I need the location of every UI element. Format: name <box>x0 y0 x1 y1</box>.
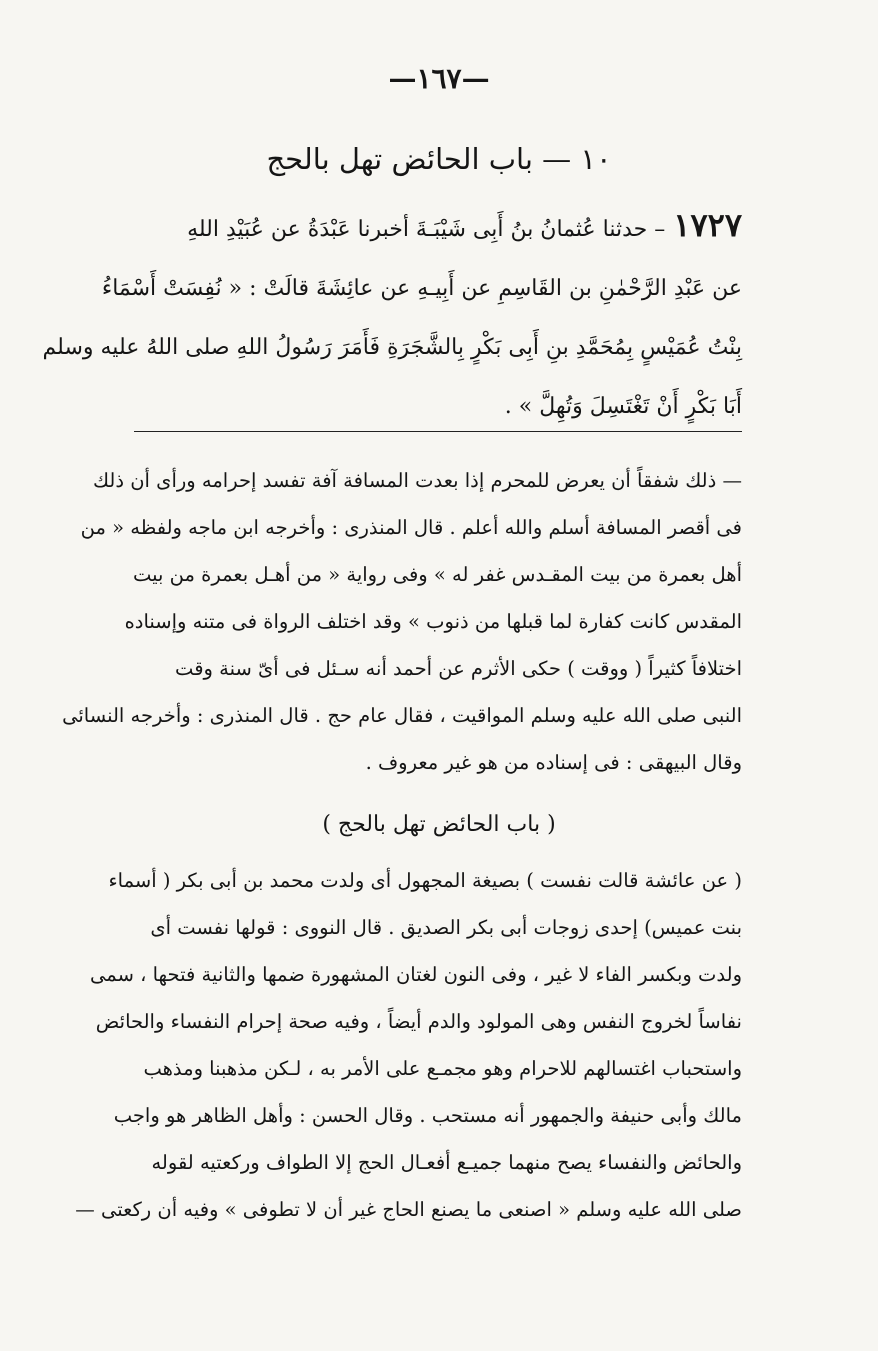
explanation-line-6: مالك وأبى حنيفة والجمهور أنه مستحب . وقال الحسن : وأهل الظاهر هو واجب <box>113 1104 742 1127</box>
explanation-line-8: صلى الله عليه وسلم « اصنعى ما يصنع الحاج غير أن لا تطوفى » وفيه أن ركعتى — <box>75 1198 742 1221</box>
commentary-line-1: — ذلك شفقاً أن يعرض للمحرم إذا بعدت المسافة آفة تفسد إحرامه ورأى أن ذلك <box>92 469 742 492</box>
explanation-line-3: ولدت وبكسر الفاء لا غير ، وفى النون لغتان المشهورة ضمها والثانية فتحها ، سمى <box>90 963 742 986</box>
page-number: —١٦٧— <box>388 62 490 95</box>
explanation-line-7: والحائض والنفساء يصح منهما جميـع أفعـال الحج إلا الطواف وركعتيه لقوله <box>151 1151 742 1174</box>
explanation-line-5: واستحباب اغتسالهم للاحرام وهو مجمـع على الأمر به ، لـكن مذهبنا ومذهب <box>143 1057 742 1080</box>
hadith-line-1-text: – حدثنا عُثمانُ بنُ أَبِى شَيْبَـةَ أخبرنا عَبْدَةُ عن عُبَيْدِ اللهِ <box>187 217 666 242</box>
explanation-line-4: نفاساً لخروج النفس وهى المولود والدم أيضاً ، وفيه صحة إحرام النفساء والحائض <box>95 1010 742 1033</box>
footnote-divider <box>134 431 742 432</box>
commentary-continuation <box>62 457 742 786</box>
hadith-text <box>42 196 742 436</box>
hadith-line-1 <box>130 196 742 259</box>
commentary-line-4: المقدس كانت كفارة لما قبلها من ذنوب » وقد اختلف الرواة فى متنه وإسناده <box>124 610 742 633</box>
commentary-line-3: أهل بعمرة من بيت المقـدس غفر له » وفى رواية « من أهـل بعمرة من بيت <box>132 563 742 586</box>
explanation-line-1: ( عن عائشة قالت نفست ) بصيغة المجهول أى ولدت محمد بن أبى بكر ( أسماء <box>108 869 742 892</box>
explanation-line-2: بنت عميس) إحدى زوجات أبى بكر الصديق . قال النووى : قولها نفست أى <box>150 916 742 939</box>
hadith-line-2: عن عَبْدِ الرَّحْمٰنِ بن القَاسِمِ عن أَبِيـهِ عن عائِشَةَ قالَتْ : « نُفِسَتْ أَسْمَاءُ <box>101 276 742 301</box>
commentary-line-6: النبى صلى الله عليه وسلم المواقيت ، فقال عام حج . قال المنذرى : وأخرجه النسائى <box>62 704 742 727</box>
hadith-line-3: بِنْتُ عُمَيْسٍ بِمُحَمَّدِ بنِ أَبِى بَكْرٍ بِالشَّجَرَةِ فَأَمَرَ رَسُولُ اللهِ صلى اللهُ عليه وسلم <box>42 335 742 360</box>
commentary-line-2: فى أقصر المسافة أسلم والله أعلم . قال المنذرى : وأخرجه ابن ماجه ولفظه « من <box>80 516 742 539</box>
hadith-number: ١٧٢٧ <box>673 206 742 244</box>
commentary-line-7: وقال البيهقى : فى إسناده من هو غير معروف . <box>365 751 742 774</box>
commentary-line-5: اختلافاً كثيراً ( ووقت ) حكى الأثرم عن أحمد أنه سـئل فى أىّ سنة وقت <box>175 657 742 680</box>
section-title: ( باب الحائض تهل بالحج ) <box>322 812 556 837</box>
chapter-title: ١٠ — باب الحائض تهل بالحج <box>266 142 612 176</box>
explanation-text <box>75 857 742 1233</box>
hadith-line-4: أَبَا بَكْرٍ أَنْ تَغْتَسِلَ وَتُهِلَّ » . <box>504 394 742 419</box>
